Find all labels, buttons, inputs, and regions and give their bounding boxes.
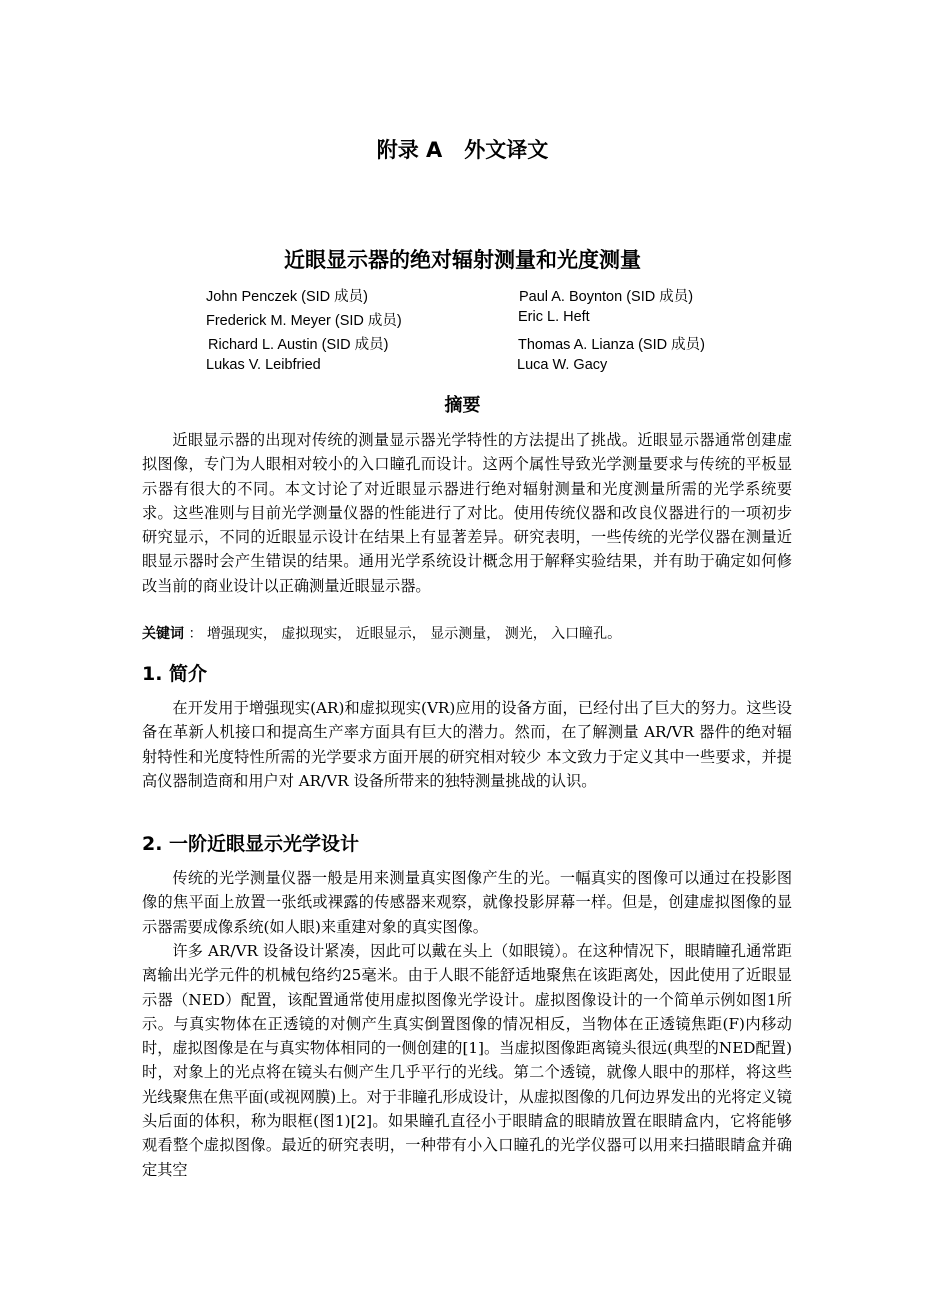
- section-heading-optical-design: 2. 一阶近眼显示光学设计: [142, 833, 360, 855]
- author-boynton: Paul A. Boynton (SID 成员): [519, 289, 694, 305]
- paper-title: 近眼显示器的绝对辐射测量和光度测量: [284, 248, 641, 272]
- appendix-heading: 外文译文: [464, 138, 549, 162]
- appendix-title: [0, 134, 925, 164]
- author-heft: Eric L. Heft: [518, 309, 590, 325]
- appendix-label: 附录 A: [376, 138, 443, 162]
- section-heading-introduction: 1. 简介: [142, 663, 208, 685]
- abstract-text: 近眼显示器的出现对传统的测量显示器光学特性的方法提出了挑战。近眼显示器通常创建虚拟图像，专门为人眼相对较小的入口瞳孔而设计。这两个属性导致光学测量要求与传统的平板显示器有很大的不同。本文讨论了对近眼显示器进行绝对辐射测量和光度测量所需的光学系统要求。这些准则与目前光学测量仪器的性能进行了对比。使用传统仪器和改良仪器进行的一项初步研究显示，不同的近眼显示设计在结果上有显著差异。研究表明，一些传统的光学仪器在测量近眼显示器时会产生错误的结果。通用光学系统设计概念用于解释实验结果，并有助于确定如何修改当前的商业设计以正确测量近眼显示器。: [142, 431, 792, 595]
- optical-design-paragraph-2: 许多 AR/VR 设备设计紧凑，因此可以戴在头上（如眼镜）。在这种情况下，眼睛瞳孔通常距离输出光学元件的机械包络约25毫米。由于人眼不能舒适地聚焦在该距离处，因此使用了近眼显示器（NED）配置，该配置通常使用虚拟图像光学设计。虚拟图像设计的一个简单示例如图1所示。与真实物体在正透镜的对侧产生真实倒置图像的情况相反，当物体在正透镜焦距(F)内移动时，虚拟图像是在与真实物体相同的一侧创建的[1]。当虚拟图像距离镜头很远(典型的NED配置)时，对象上的光点将在镜头右侧产生几乎平行的光线。第二个透镜，就像人眼中的那样，将这些光线聚焦在焦平面(或视网膜)上。对于非瞳孔形成设计，从虚拟图像的几何边界发出的光将定义镜头后面的体积，称为眼框(图1)[2]。如果瞳孔直径小于眼睛盒的眼睛放置在眼睛盒内，它将能够观看整个虚拟图像。最近的研究表明，一种带有小入口瞳孔的光学仪器可以用来扫描眼睛盒并确定其空: [142, 942, 792, 1179]
- abstract-heading: 摘要: [444, 395, 481, 416]
- keywords: [142, 623, 792, 643]
- author-leibfried: Lukas V. Leibfried: [206, 357, 321, 373]
- introduction-paragraph: 在开发用于增强现实(AR)和虚拟现实(VR)应用的设备方面，已经付出了巨大的努力。这些设备在革新人机接口和提高生产率方面具有巨大的潜力。然而，在了解测量 AR/VR 器件的绝对辐射特性和光度特性所需的光学要求方面开展的研究相对较少 本文致力于定义其中一些要求，并提高仪器制造商和用户对 AR/VR 设备所带来的独特测量挑战的认识。: [142, 699, 792, 790]
- optical-design-paragraph-1: 传统的光学测量仪器一般是用来测量真实图像产生的光。一幅真实的图像可以通过在投影图像的焦平面上放置一张纸或裸露的传感器来观察，就像投影屏幕一样。但是，创建虚拟图像的显示器需要成像系统(如人眼)来重建对象的真实图像。: [142, 869, 792, 936]
- author-lianza: Thomas A. Lianza (SID 成员): [518, 337, 705, 353]
- keywords-list: ： 增强现实， 虚拟现实， 近眼显示， 显示测量， 测光， 入口瞳孔。: [188, 626, 622, 642]
- keywords-label: 关键词: [142, 626, 184, 642]
- author-penczek: John Penczek (SID 成员): [206, 289, 368, 305]
- author-austin: Richard L. Austin (SID 成员): [208, 337, 389, 353]
- author-gacy: Luca W. Gacy: [517, 357, 608, 373]
- author-meyer: Frederick M. Meyer (SID 成员): [206, 313, 402, 329]
